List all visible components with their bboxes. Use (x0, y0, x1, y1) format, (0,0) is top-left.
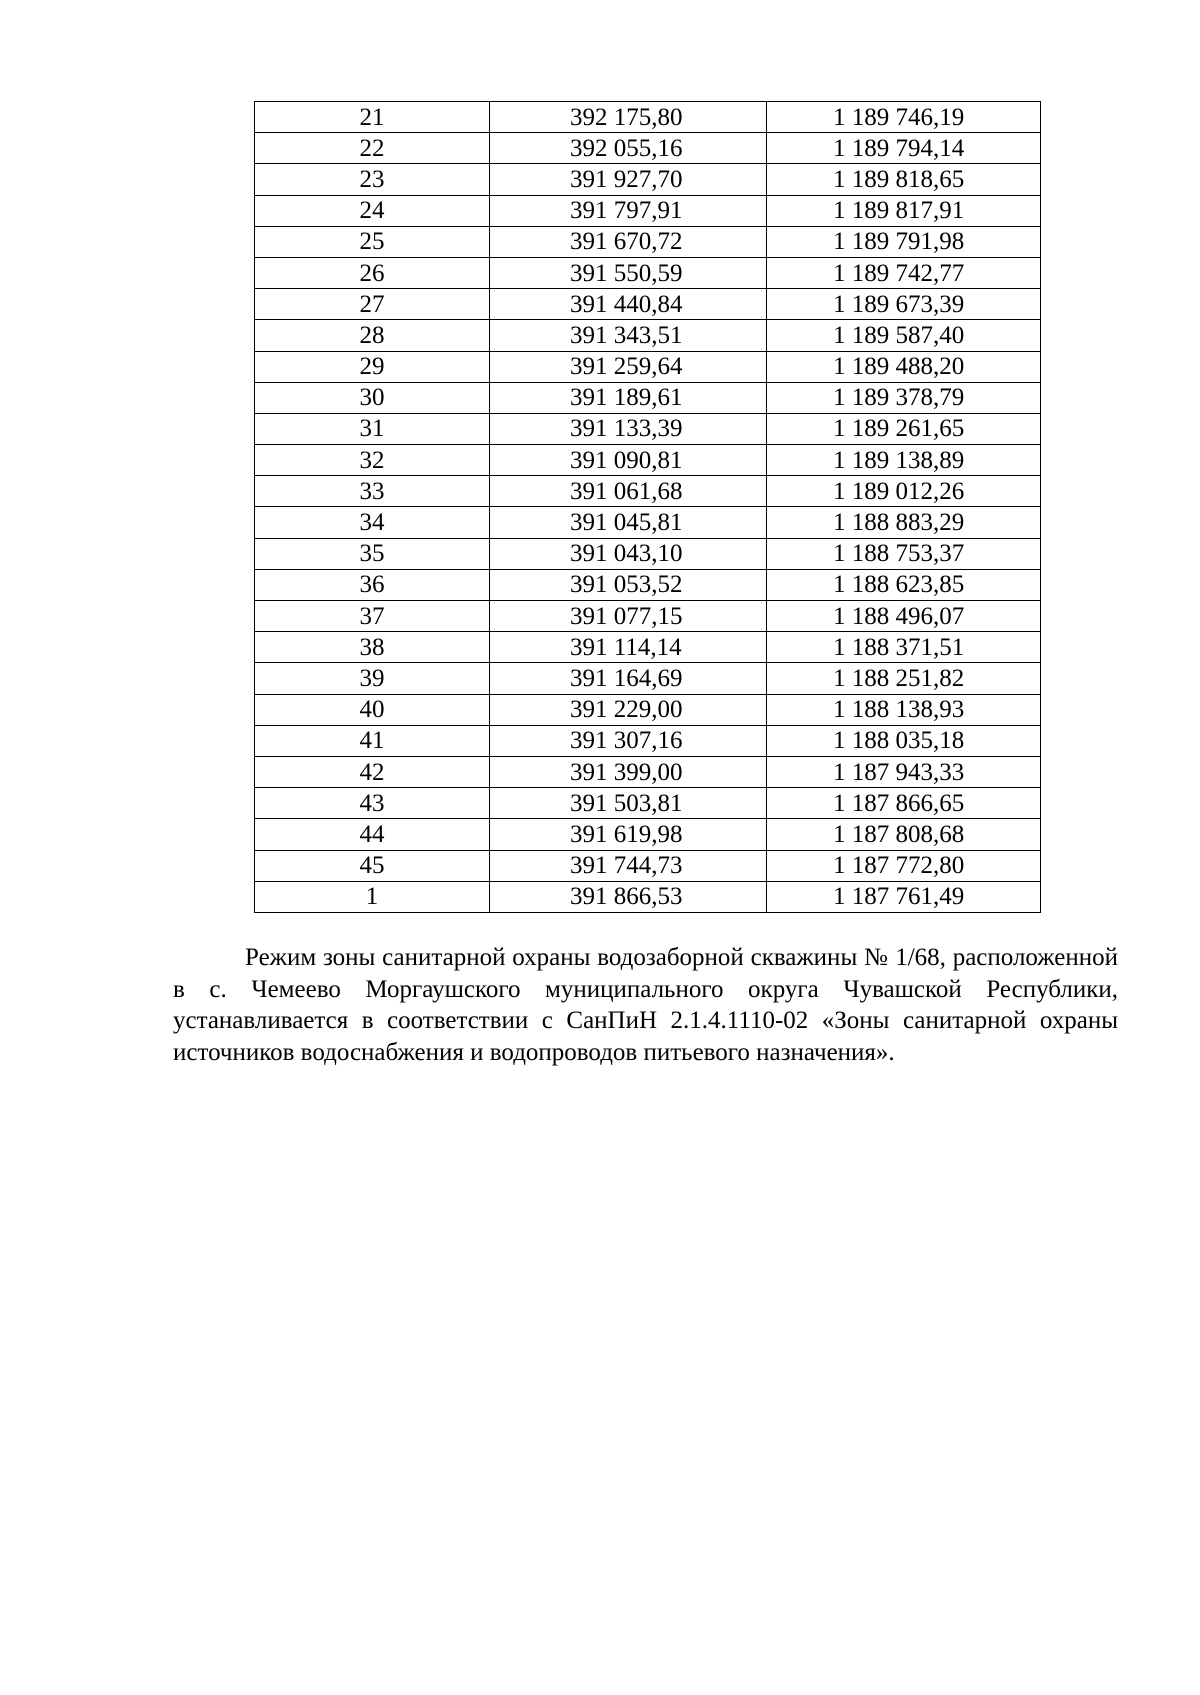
table-row (255, 195, 1041, 226)
point-number-cell: 36 (255, 569, 490, 600)
x-coordinate-cell: 391 503,81 (490, 788, 767, 819)
table-row (255, 351, 1041, 382)
y-coordinate-cell: 1 189 746,19 (767, 102, 1041, 133)
y-coordinate-cell: 1 187 761,49 (767, 881, 1041, 912)
y-coordinate-cell: 1 189 817,91 (767, 195, 1041, 226)
y-coordinate-cell: 1 187 866,65 (767, 788, 1041, 819)
table-row (255, 850, 1041, 881)
y-coordinate-cell: 1 189 138,89 (767, 445, 1041, 476)
point-number-cell: 28 (255, 320, 490, 351)
point-number-cell: 45 (255, 850, 490, 881)
y-coordinate-cell: 1 188 251,82 (767, 663, 1041, 694)
y-coordinate-cell: 1 189 378,79 (767, 382, 1041, 413)
x-coordinate-cell: 391 307,16 (490, 725, 767, 756)
x-coordinate-cell: 391 927,70 (490, 164, 767, 195)
x-coordinate-cell: 391 053,52 (490, 569, 767, 600)
y-coordinate-cell: 1 188 035,18 (767, 725, 1041, 756)
x-coordinate-cell: 391 343,51 (490, 320, 767, 351)
table-row (255, 133, 1041, 164)
point-number-cell: 24 (255, 195, 490, 226)
x-coordinate-cell: 391 090,81 (490, 445, 767, 476)
point-number-cell: 25 (255, 226, 490, 257)
table-row (255, 320, 1041, 351)
table-row (255, 663, 1041, 694)
y-coordinate-cell: 1 189 794,14 (767, 133, 1041, 164)
point-number-cell: 21 (255, 102, 490, 133)
point-number-cell: 38 (255, 632, 490, 663)
point-number-cell: 22 (255, 133, 490, 164)
x-coordinate-cell: 391 229,00 (490, 694, 767, 725)
point-number-cell: 33 (255, 476, 490, 507)
table-row (255, 507, 1041, 538)
y-coordinate-cell: 1 189 488,20 (767, 351, 1041, 382)
x-coordinate-cell: 391 550,59 (490, 257, 767, 288)
point-number-cell: 1 (255, 881, 490, 912)
table-row (255, 756, 1041, 787)
table-row (255, 476, 1041, 507)
x-coordinate-cell: 391 164,69 (490, 663, 767, 694)
x-coordinate-cell: 391 189,61 (490, 382, 767, 413)
y-coordinate-cell: 1 189 818,65 (767, 164, 1041, 195)
table-row (255, 102, 1041, 133)
table-row (255, 569, 1041, 600)
y-coordinate-cell: 1 188 371,51 (767, 632, 1041, 663)
point-number-cell: 29 (255, 351, 490, 382)
point-number-cell: 27 (255, 289, 490, 320)
table-row (255, 382, 1041, 413)
y-coordinate-cell: 1 187 808,68 (767, 819, 1041, 850)
point-number-cell: 31 (255, 413, 490, 444)
x-coordinate-cell: 391 440,84 (490, 289, 767, 320)
coordinates-table-body (255, 102, 1041, 913)
point-number-cell: 43 (255, 788, 490, 819)
x-coordinate-cell: 391 043,10 (490, 538, 767, 569)
x-coordinate-cell: 392 175,80 (490, 102, 767, 133)
y-coordinate-cell: 1 189 673,39 (767, 289, 1041, 320)
x-coordinate-cell: 391 133,39 (490, 413, 767, 444)
x-coordinate-cell: 391 866,53 (490, 881, 767, 912)
table-row (255, 226, 1041, 257)
table-row (255, 538, 1041, 569)
x-coordinate-cell: 391 797,91 (490, 195, 767, 226)
point-number-cell: 39 (255, 663, 490, 694)
y-coordinate-cell: 1 189 791,98 (767, 226, 1041, 257)
point-number-cell: 41 (255, 725, 490, 756)
x-coordinate-cell: 391 045,81 (490, 507, 767, 538)
y-coordinate-cell: 1 188 883,29 (767, 507, 1041, 538)
y-coordinate-cell: 1 189 012,26 (767, 476, 1041, 507)
point-number-cell: 35 (255, 538, 490, 569)
table-row (255, 694, 1041, 725)
y-coordinate-cell: 1 188 496,07 (767, 601, 1041, 632)
y-coordinate-cell: 1 187 772,80 (767, 850, 1041, 881)
sanitary-zone-paragraph: Режим зоны санитарной охраны водозаборной скважины № 1/68, расположенной в с. Чемеево Моргаушского муниципального округа Чувашской Республики, устанавливается в соответствии с СанПиН 2.1.4.1110-02 «Зоны санитарной охраны источников водоснабжения и водопроводов питьевого назначения». (173, 944, 1118, 1066)
y-coordinate-cell: 1 189 261,65 (767, 413, 1041, 444)
point-number-cell: 32 (255, 445, 490, 476)
x-coordinate-cell: 391 399,00 (490, 756, 767, 787)
coordinates-table (254, 101, 1041, 913)
table-row (255, 819, 1041, 850)
x-coordinate-cell: 391 619,98 (490, 819, 767, 850)
point-number-cell: 37 (255, 601, 490, 632)
table-row (255, 788, 1041, 819)
y-coordinate-cell: 1 189 742,77 (767, 257, 1041, 288)
table-row (255, 257, 1041, 288)
point-number-cell: 42 (255, 756, 490, 787)
table-row (255, 289, 1041, 320)
y-coordinate-cell: 1 188 138,93 (767, 694, 1041, 725)
y-coordinate-cell: 1 187 943,33 (767, 756, 1041, 787)
point-number-cell: 40 (255, 694, 490, 725)
table-row (255, 725, 1041, 756)
y-coordinate-cell: 1 188 623,85 (767, 569, 1041, 600)
point-number-cell: 30 (255, 382, 490, 413)
point-number-cell: 34 (255, 507, 490, 538)
table-row (255, 413, 1041, 444)
y-coordinate-cell: 1 188 753,37 (767, 538, 1041, 569)
x-coordinate-cell: 391 077,15 (490, 601, 767, 632)
table-row (255, 445, 1041, 476)
x-coordinate-cell: 391 114,14 (490, 632, 767, 663)
x-coordinate-cell: 392 055,16 (490, 133, 767, 164)
table-row (255, 601, 1041, 632)
x-coordinate-cell: 391 744,73 (490, 850, 767, 881)
table-row (255, 164, 1041, 195)
table-row (255, 881, 1041, 912)
y-coordinate-cell: 1 189 587,40 (767, 320, 1041, 351)
point-number-cell: 23 (255, 164, 490, 195)
x-coordinate-cell: 391 259,64 (490, 351, 767, 382)
x-coordinate-cell: 391 670,72 (490, 226, 767, 257)
point-number-cell: 44 (255, 819, 490, 850)
point-number-cell: 26 (255, 257, 490, 288)
x-coordinate-cell: 391 061,68 (490, 476, 767, 507)
table-row (255, 632, 1041, 663)
